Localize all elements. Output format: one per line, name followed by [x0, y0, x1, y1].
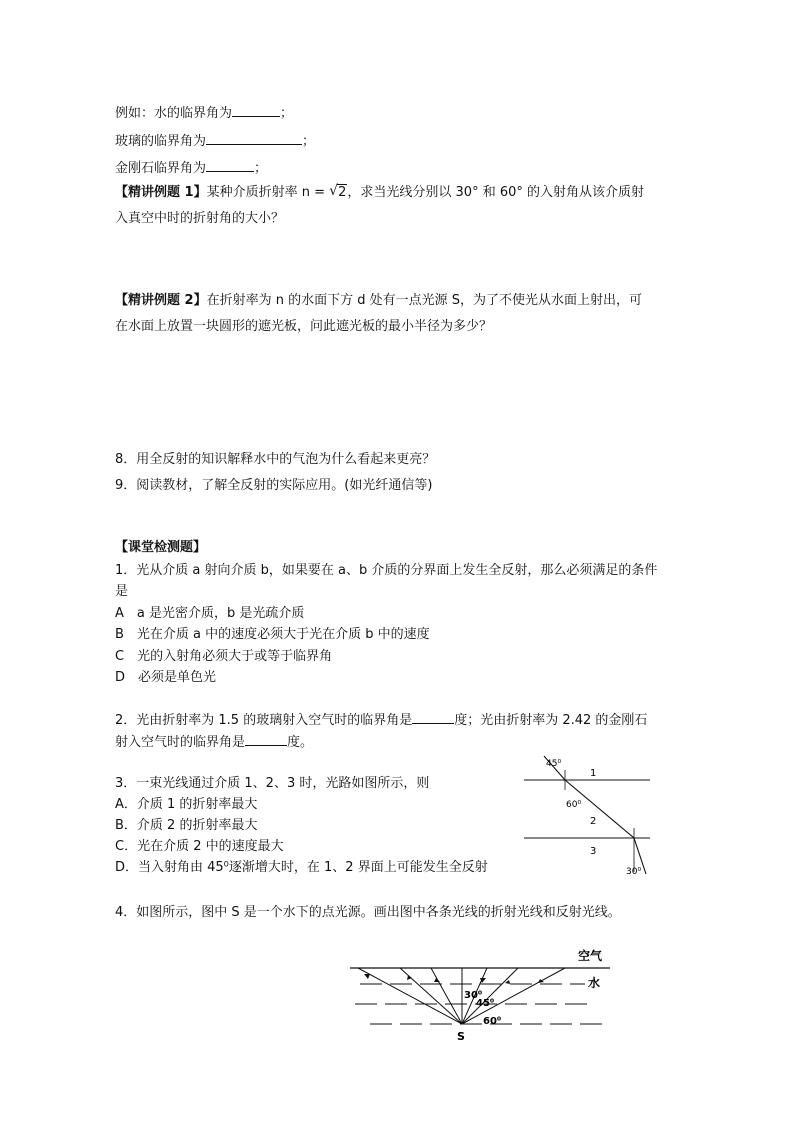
medium-3-label: 3 [590, 846, 597, 857]
check-q3-option-d: D．当入射角由 45⁰逐渐增大时，在 1、2 界面上可能发生全反射 [115, 860, 488, 875]
check-q4-stem: 4．如图所示，图中 S 是一个水下的点光源。画出图中各条光线的折射光线和反射光线。 [115, 905, 621, 920]
angle-30-label: 30⁰ [464, 990, 483, 1001]
intro-diamond: 金刚石临界角为 ； [115, 161, 268, 176]
check-q2-line2: 射入空气时的临界角是 度。 [115, 735, 314, 750]
angle-60-label: 60⁰ [483, 1016, 502, 1027]
answer-blank[interactable] [412, 711, 454, 724]
angle-45-label: 45⁰ [476, 998, 495, 1009]
intro-glass: 玻璃的临界角为 ； [115, 134, 316, 149]
example1-line1: 【精讲例题 1】某种介质折射率 n = √ 2，求当光线分别以 30° 和 60° 的入射角从该介质射 [115, 183, 645, 200]
answer-blank[interactable] [245, 733, 287, 746]
answer-blank[interactable] [232, 104, 280, 117]
q4-point-source-figure [340, 944, 620, 1044]
q3-refraction-figure [520, 750, 660, 880]
question-9: 9．阅读教材，了解全反射的实际应用。(如光纤通信等) [115, 478, 433, 493]
check-q1-option-a: A a 是光密介质，b 是光疏介质 [115, 606, 305, 621]
angle-30-label: 30⁰ [626, 867, 642, 877]
medium-2-label: 2 [590, 816, 597, 827]
answer-blank[interactable] [206, 132, 302, 145]
air-label: 空气 [578, 949, 603, 963]
medium-1-label: 1 [590, 768, 597, 779]
check-q1-stem-cont: 是 [115, 584, 129, 599]
angle-60-label: 60⁰ [566, 800, 582, 810]
example1-line2: 入真空中时的折射角的大小？ [115, 211, 285, 226]
water-label: 水 [588, 976, 601, 990]
example2-line1: 【精讲例题 2】在折射率为 n 的水面下方 d 处有一点光源 S，为了不使光从水面上射出，可 [115, 293, 642, 308]
check-q3-option-b: B．介质 2 的折射率最大 [115, 818, 258, 833]
check-q3-stem: 3．一束光线通过介质 1、2、3 时，光路如图所示，则 [115, 776, 430, 791]
example2-tag: 【精讲例题 2】 [115, 293, 207, 308]
check-heading: 【课堂检测题】 [115, 540, 207, 555]
sqrt-expression: √ 2 [329, 183, 347, 200]
angle-45-label: 45⁰ [546, 759, 562, 769]
answer-blank[interactable] [206, 159, 254, 172]
example1-tag: 【精讲例题 1】 [115, 185, 207, 200]
check-q2-line1: 2．光由折射率为 1.5 的玻璃射入空气时的临界角是 度；光由折射率为 2.42 的金刚石 [115, 713, 648, 728]
question-8: 8．用全反射的知识解释水中的气泡为什么看起来更亮？ [115, 452, 436, 467]
check-q1-option-b: B 光在介质 a 中的速度必须大于光在介质 b 中的速度 [115, 627, 430, 642]
check-q1-option-c: C 光的入射角必须大于或等于临界角 [115, 649, 333, 664]
check-q1-option-d: D 必须是单色光 [115, 670, 217, 685]
source-s-label: S [457, 1030, 465, 1043]
check-q1-stem: 1．光从介质 a 射向介质 b，如果要在 a、b 介质的分界面上发生全反射，那么必须满足的条件 [115, 563, 658, 578]
example2-line2: 在水面上放置一块圆形的遮光板，问此遮光板的最小半径为多少？ [115, 319, 493, 334]
check-q3-option-c: C．光在介质 2 中的速度最大 [115, 839, 284, 854]
check-q3-option-a: A．介质 1 的折射率最大 [115, 797, 258, 812]
intro-water: 例如：水的临界角为 ； [115, 106, 294, 121]
